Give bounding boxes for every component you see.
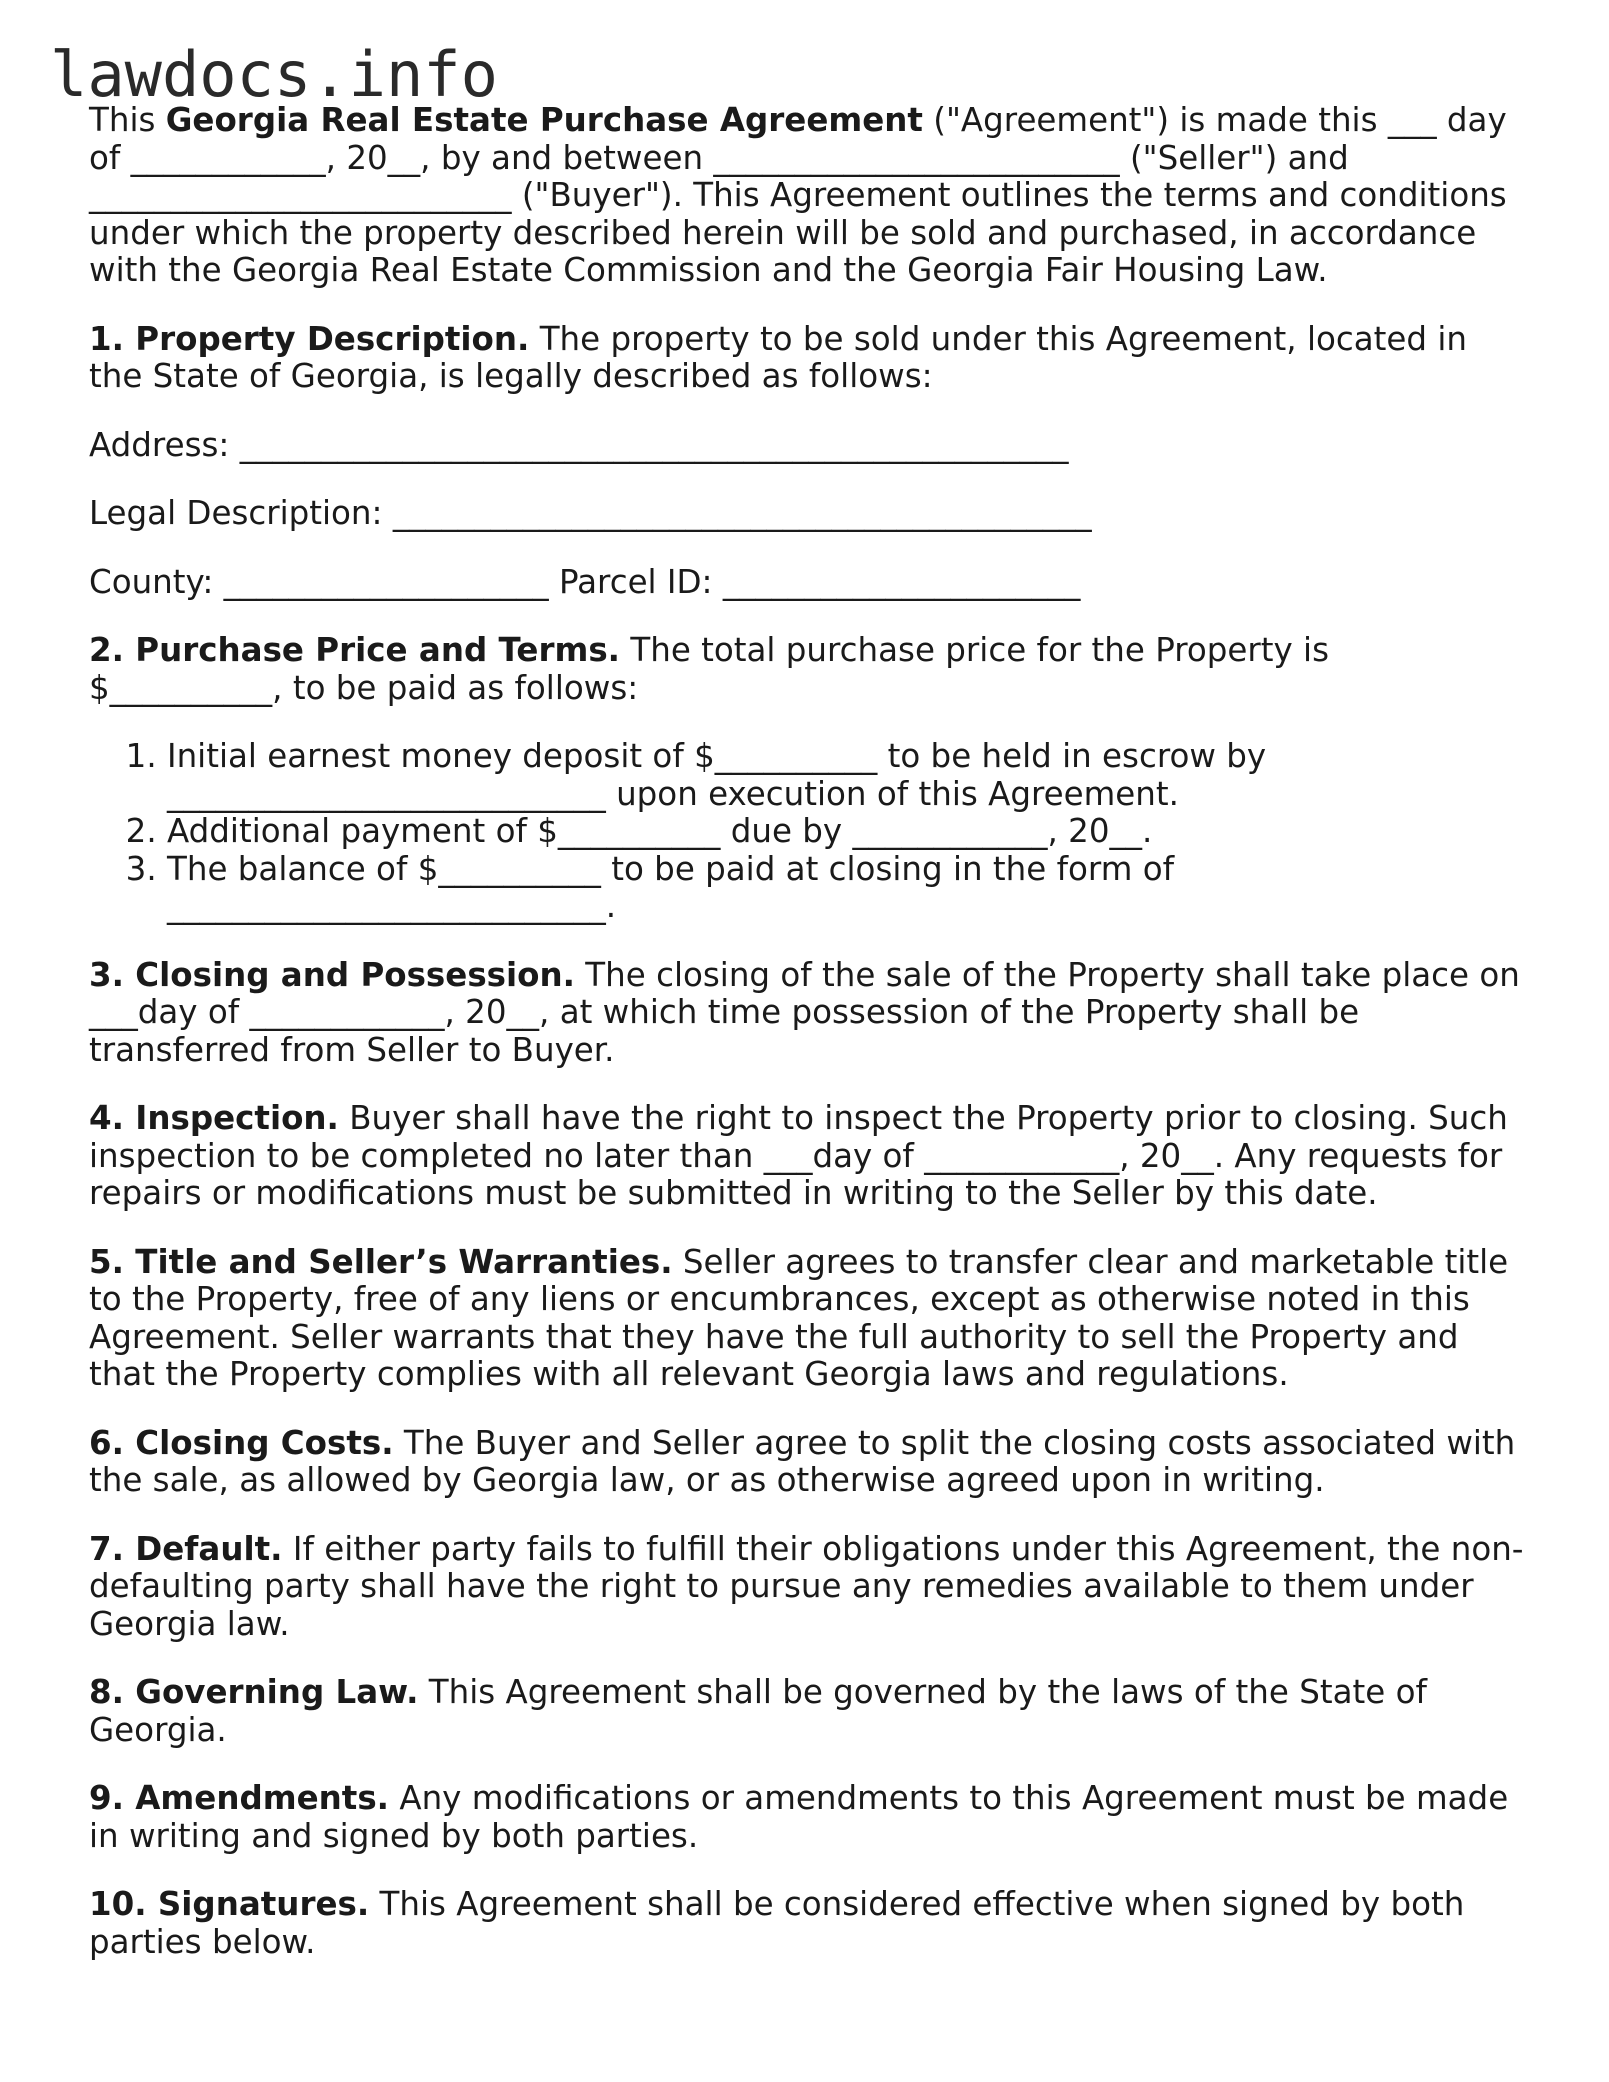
section-heading: 10. Signatures. [89, 1885, 370, 1923]
section-purchase-price [89, 632, 1529, 707]
section-text: The Buyer and Seller agree to split the closing costs associated with the sale, as allowed by Georgia law, or as otherwise agreed upon in writing. [89, 1423, 1516, 1499]
section-heading: 2. Purchase Price and Terms. [89, 631, 621, 669]
section-text: This Agreement shall be considered effective when signed by both parties below. [89, 1885, 1465, 1961]
intro-pre: This [89, 101, 166, 139]
document-body [89, 102, 1529, 1992]
payment-terms-list [89, 738, 1529, 926]
intro-text: ("Agreement") is made this ___ day of ____________, 20__, by and between _________________________ ("Seller") and __________________________ ("Buyer"). This Agreement outlines the terms and conditions under which the property described herein will be sold and purchased, in accordance with the Georgia Real Estate Commission and the Georgia Fair Housing Law. [89, 101, 1507, 289]
section-amendments [89, 1780, 1529, 1855]
section-heading: 4. Inspection. [89, 1099, 339, 1137]
section-heading: 6. Closing Costs. [89, 1423, 394, 1462]
section-heading: 5. Title and Seller’s Warranties. [89, 1242, 673, 1281]
section-text: Any modifications or amendments to this Agreement must be made in writing and signed by both parties. [89, 1779, 1509, 1855]
section-heading: 1. Property Description. [89, 319, 530, 358]
legal-description-field: Legal Description: ___________________________________________ [89, 494, 1092, 532]
section-closing-costs [89, 1425, 1529, 1500]
section-text: Buyer shall have the right to inspect the Property prior to closing. Such inspection to be completed no later than ___day of ____________, 20__. Any requests for repairs or modifications must be submitted in writing to the Seller by this date. [89, 1099, 1508, 1212]
section-closing-possession [89, 957, 1529, 1070]
section-title-warranties [89, 1244, 1529, 1394]
section-heading: 8. Governing Law. [89, 1673, 419, 1711]
list-item: 1. Initial earnest money deposit of $__________ to be held in escrow by ___________________________ upon execution of this Agreement. [167, 738, 1529, 813]
county-parcel-field: County: ____________________ Parcel ID: ______________________ [89, 562, 1081, 601]
section-heading: 7. Default. [89, 1529, 283, 1568]
section-default [89, 1531, 1529, 1644]
watermark-logo: lawdocs.info [50, 38, 498, 111]
section-heading: 9. Amendments. [89, 1779, 390, 1817]
list-item: 2. Additional payment of $__________ due by ____________, 20__. [167, 813, 1529, 851]
section-text: The closing of the sale of the Property shall take place on ___day of ____________, 20__, at which time possession of the Property shall be transferred from Seller to Buyer. [89, 955, 1520, 1069]
section-text: The total purchase price for the Property is $__________, to be paid as follows: [89, 631, 1330, 707]
section-inspection [89, 1100, 1529, 1213]
section-text: Seller agrees to transfer clear and marketable title to the Property, free of any liens or encumbrances, except as otherwise noted in this Agreement. Seller warrants that they have the full authority to sell the Property and that the Property complies with all relevant Georgia laws and regulations. [89, 1242, 1509, 1393]
section-property-description [89, 321, 1529, 396]
intro-paragraph [89, 102, 1529, 290]
section-text: The property to be sold under this Agreement, located in the State of Georgia, is legally described as follows: [89, 319, 1467, 395]
section-text: This Agreement shall be governed by the laws of the State of Georgia. [89, 1673, 1427, 1749]
address-field: Address: ___________________________________________________ [89, 425, 1069, 464]
list-item: 3. The balance of $__________ to be paid at closing in the form of ___________________________. [167, 851, 1529, 926]
section-text: If either party fails to fulfill their obligations under this Agreement, the non-defaulting party shall have the right to pursue any remedies available to them under Georgia law. [89, 1529, 1524, 1643]
document-title: Georgia Real Estate Purchase Agreement [165, 101, 923, 139]
section-governing-law [89, 1674, 1529, 1749]
section-heading: 3. Closing and Possession. [89, 955, 575, 994]
section-signatures [89, 1886, 1529, 1961]
